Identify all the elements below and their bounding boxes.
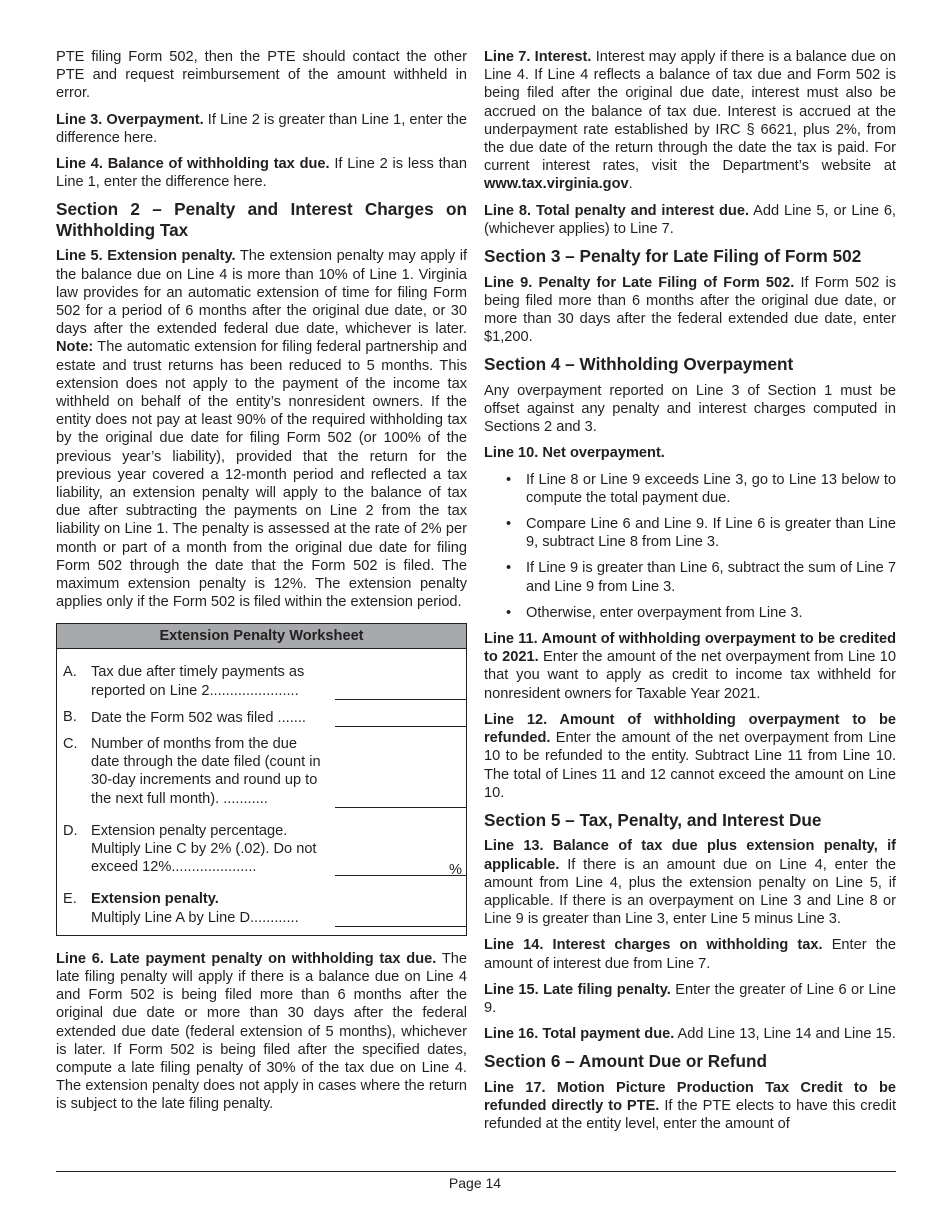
section5-heading: Section 5 – Tax, Penalty, and Interest Due	[484, 809, 822, 830]
line17-title: Line 17. Motion Picture Production Tax Credit to be refunded directly to PTE.	[484, 1079, 896, 1115]
line17-paragraph: Line 17. Motion Picture Production Tax Credit to be refunded directly to PTE. If the PTE elects to have this credit refunded at the entity level, enter the amount of	[484, 1079, 896, 1133]
website-link[interactable]: www.tax.virginia.gov	[484, 176, 629, 193]
page-number: Page 14	[448, 1175, 502, 1191]
section4-paragraph: Any overpayment reported on Line 3 of Section 1 must be offset against any penalty and interest charges computed in Sections 2 and 3.	[484, 382, 896, 436]
list-item: • If Line 8 or Line 9 exceeds Line 3, go to Line 13 below to compute the total payment due.	[484, 471, 896, 507]
line16-paragraph: Line 16. Total payment due. Add Line 13, Line 14 and Line 15.	[484, 1026, 896, 1043]
line14-title: Line 14. Interest charges on withholding tax.	[484, 937, 823, 954]
worksheet-input-e[interactable]	[335, 908, 466, 927]
list-item: • Otherwise, enter overpayment from Line 3.	[484, 604, 896, 622]
line14-paragraph: Line 14. Interest charges on withholding tax. Enter the amount of interest due from Line 7.	[484, 937, 896, 972]
section2-heading: Section 2 – Penalty and Interest Charges on Withholding Tax	[56, 199, 467, 240]
line9-title: Line 9. Penalty for Late Filing of Form 502.	[484, 274, 795, 291]
worksheet-input-a[interactable]	[335, 681, 466, 700]
line10-bullet-list	[484, 471, 896, 622]
line13-paragraph: Line 13. Balance of tax due plus extension penalty, if applicable. If there is an amount due on Line 4, enter the amount from Line 4, plus the extension penalty on Line 5, if applicable. If there is an overpayment on Line 3 and Line 8 or Line 9 is greater than Line 3, enter Line 5 minus Line 3.	[484, 838, 896, 928]
worksheet-row-e: E. Extension penalty. Multiply Line A by Line D............	[57, 890, 466, 926]
section3-heading: Section 3 – Penalty for Late Filing of Form 502	[484, 246, 862, 267]
line11-title: Line 11. Amount of withholding overpayment to be credited to 2021.	[484, 631, 896, 666]
line7-title: Line 7. Interest.	[484, 49, 592, 65]
note-label: Note:	[56, 339, 94, 356]
worksheet-row-d: D. Extension penalty percentage. Multiply Line C by 2% (.02). Do not exceed 12%..................... %	[57, 822, 466, 877]
line15-paragraph: Line 15. Late filing penalty. Enter the greater of Line 6 or Line 9.	[484, 981, 896, 1017]
line8-title: Line 8. Total penalty and interest due.	[484, 202, 750, 219]
line10-paragraph	[484, 444, 896, 462]
line16-title: Line 16. Total payment due.	[484, 1026, 675, 1043]
extension-penalty-worksheet	[56, 623, 467, 935]
worksheet-row-c: C. Number of months from the due date through the date filed (count in 30-day increments and round up to the next full month). ...........	[57, 735, 466, 808]
line12-paragraph: Line 12. Amount of withholding overpayment to be refunded. Enter the amount of the net overpayment from Line 10 to be refunded to the entity. Subtract Line 11 from Line 10. The total of Lines 11 and 12 cannot exceed the amount on Line 10.	[484, 711, 896, 801]
worksheet-row-b: B. Date the Form 502 was filed .......	[57, 708, 466, 727]
worksheet-input-d[interactable]	[335, 857, 466, 879]
line13-title: Line 13. Balance of tax due plus extension penalty, if applicable.	[484, 838, 896, 873]
intro-paragraph: PTE filing Form 502, then the PTE should contact the other PTE and request reimbursement of the amount withheld in error.	[56, 49, 467, 102]
line6-title: Line 6. Late payment penalty on withholding tax due.	[56, 950, 437, 967]
worksheet-row-a: A. Tax due after timely payments as reported on Line 2......................	[57, 663, 466, 699]
line15-title: Line 15. Late filing penalty.	[484, 981, 671, 998]
list-item: • Compare Line 6 and Line 9. If Line 6 is greater than Line 9, subtract Line 8 from Line 3.	[484, 515, 896, 551]
worksheet-title: Extension Penalty Worksheet	[57, 624, 466, 649]
line12-title: Line 12. Amount of withholding overpayment to be refunded.	[484, 711, 896, 747]
worksheet-input-c[interactable]	[335, 789, 466, 808]
line5-title: Line 5. Extension penalty.	[56, 248, 236, 265]
percent-sign: %	[449, 862, 462, 879]
section6-heading: Section 6 – Amount Due or Refund	[484, 1051, 767, 1072]
line4-paragraph: Line 4. Balance of withholding tax due. If Line 2 is less than Line 1, enter the difference here.	[56, 156, 467, 191]
line3-title: Line 3. Overpayment.	[56, 111, 204, 128]
footer-divider	[56, 1171, 896, 1172]
list-item: • If Line 9 is greater than Line 6, subtract the sum of Line 7 and Line 9 from Line 3.	[484, 559, 896, 595]
right-column	[484, 48, 896, 1142]
line4-title: Line 4. Balance of withholding tax due.	[56, 156, 330, 173]
line6-paragraph: Line 6. Late payment penalty on withholding tax due. The late filing penalty will apply if there is a balance due on Line 4 and Form 502 is being filed more than 6 months after the original due date or more than 30 days after the federal extended due date (federal extension of 5 months), whichever is later. If Form 502 is being filed after the specified dates, compute a late filing penalty of 30% of the tax due on Line 4. The extension penalty does not apply in cases where the return is subject to the late filing penalty.	[56, 950, 467, 1113]
line11-paragraph: Line 11. Amount of withholding overpayment to be credited to 2021. Enter the amount of the net overpayment from Line 10 that you want to apply as credit to income tax withheld for nonresident owners for Taxable Year 2021.	[484, 631, 896, 702]
line5-paragraph: Line 5. Extension penalty. The extension penalty may apply if the balance due on Line 4 is more than 10% of Line 1. Virginia law provides for an automatic extension of time for filing Form 502 for a period of 6 months after the original due date, or 30 days after the extended federal due date, whichever is later. Note: The automatic extension for filing federal partnership and estate and trust returns has been reduced to 5 months. This extension does not apply to the payment of the income tax withheld on behalf of the entity’s nonresident owners. If the entity does not pay at least 90% of the required withholding tax by the original due date for filing Form 502 (or 100% of the previous year’s liability), provided that the return for the previous year covered a 12-month period and reflected a tax liability, an extension penalty will apply to the balance of tax due after subtracting the payments on Line 2 from the tax liability on Line 1. The penalty is assessed at the rate of 2% per month or part of a month from the original due date for filing Form 502 through the date that the Form 502 is filed. The maximum extension penalty is 12%. The extension penalty applies only if the Form 502 is filed within the extension period.	[56, 248, 467, 611]
line7-paragraph: Line 7. Interest. Interest may apply if there is a balance due on Line 4. If Line 4 reflects a balance of tax due and Form 502 is being filed after the original due date, interest must also be accrued on the balance of tax due. Interest is accrued at the underpayment rate established by IRC § 6621, plus 2%, from the due date of the return through the date the tax is paid. For current interest rates, visit the Department’s website at www.tax.virginia.gov.	[484, 49, 896, 193]
line10-title: Line 10. Net overpayment.	[484, 445, 665, 462]
line9-paragraph: Line 9. Penalty for Late Filing of Form 502. If Form 502 is being filed more than 6 months after the original due date, or more than 30 days after the federal extended due date, enter $1,200.	[484, 274, 896, 346]
worksheet-input-b[interactable]	[335, 708, 466, 727]
section4-heading: Section 4 – Withholding Overpayment	[484, 354, 794, 375]
left-column	[56, 48, 467, 1122]
line8-paragraph: Line 8. Total penalty and interest due. Add Line 5, or Line 6, (whichever applies) to Line 7.	[484, 202, 896, 237]
line3-paragraph: Line 3. Overpayment. If Line 2 is greater than Line 1, enter the difference here.	[56, 111, 467, 146]
